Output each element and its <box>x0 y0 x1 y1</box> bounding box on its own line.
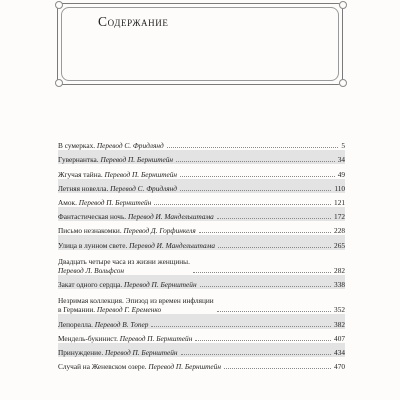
dot-leader <box>217 218 331 219</box>
entry-title: Гувернантка. <box>58 155 99 165</box>
entry-translator: Перевод В. Топер <box>94 319 149 329</box>
entry-page-number: 5 <box>341 141 345 151</box>
entry-page-number: 434 <box>334 348 345 358</box>
entry-translator: Перевод Д. Горфинкеля <box>123 226 196 236</box>
entry-title: В сумерках. <box>58 141 96 151</box>
entry-title: Письмо незнакомки. <box>58 226 122 236</box>
toc-entry <box>58 136 345 150</box>
entry-title: Мендель-букинист. <box>58 333 118 343</box>
toc-entry <box>58 275 345 289</box>
entry-translator: Перевод И. Мандельштама <box>129 240 215 250</box>
table-of-contents <box>58 136 345 371</box>
dot-leader <box>176 161 335 162</box>
dot-leader <box>181 354 332 355</box>
entry-translator: Перевод С. Фридлянд <box>110 183 177 193</box>
toc-entry <box>58 221 345 235</box>
frame-corner-ornament <box>55 79 63 87</box>
entry-title: Закат одного сердца. <box>58 280 123 290</box>
entry-translator: Перевод Г. Еременко <box>96 305 162 315</box>
entry-translator: Перевод С. Фридлянд <box>96 141 164 151</box>
dot-leader <box>180 190 331 191</box>
toc-entry <box>58 179 345 193</box>
toc-entry <box>58 250 345 275</box>
toc-entry <box>58 164 345 178</box>
dot-leader <box>224 368 331 369</box>
toc-entry <box>58 314 345 328</box>
entry-page-number: 49 <box>337 169 345 179</box>
entry-title: Фантастическая ночь. <box>58 212 127 222</box>
dot-leader <box>193 272 331 273</box>
entry-page-number: 338 <box>334 280 345 290</box>
toc-entry <box>58 150 345 164</box>
entry-title-line: в Германии. <box>58 305 96 315</box>
toc-entry <box>58 207 345 221</box>
dot-leader <box>218 247 331 248</box>
toc-entry <box>58 343 345 357</box>
entry-title: Случай на Женевском озере. <box>58 362 147 372</box>
entry-translator: Перевод П. Бернштейн <box>78 197 152 207</box>
entry-page-number: 265 <box>334 240 345 250</box>
dot-leader <box>154 204 331 205</box>
entry-translator: Перевод Л. Вольфсон <box>58 265 125 275</box>
entry-translator: Перевод П. Бернштейн <box>104 348 178 358</box>
entry-title: Улица в лунном свете. <box>58 240 128 250</box>
toc-entry <box>58 289 345 314</box>
frame-corner-ornament <box>339 1 347 9</box>
entry-page-number: 282 <box>334 265 345 275</box>
entry-translator: Перевод П. Бернштейн <box>100 155 174 165</box>
entry-title: Летняя новелла. <box>58 183 109 193</box>
dot-leader <box>167 147 339 148</box>
toc-entry <box>58 329 345 343</box>
dot-leader <box>195 340 331 341</box>
dot-leader <box>199 232 331 233</box>
entry-title: Амок. <box>58 197 77 207</box>
entry-page-number: 382 <box>334 319 345 329</box>
entry-title: Лепорелла. <box>58 319 93 329</box>
dot-leader <box>217 311 331 312</box>
entry-page-number: 172 <box>334 212 345 222</box>
entry-translator: Перевод И. Мандельштама <box>127 212 214 222</box>
entry-translator: Перевод П. Бернштейн <box>148 362 221 372</box>
entry-page-number: 34 <box>337 155 345 165</box>
entry-page-number: 110 <box>334 183 345 193</box>
entry-title: Жгучая тайна. <box>58 169 103 179</box>
entry-page-number: 470 <box>334 362 345 372</box>
toc-entry <box>58 357 345 371</box>
dot-leader <box>180 176 335 177</box>
toc-entry <box>58 235 345 249</box>
entry-translator: Перевод П. Бернштейн <box>104 169 178 179</box>
entry-translator: Перевод П. Бернштейн <box>124 280 197 290</box>
frame-corner-ornament <box>339 79 347 87</box>
dot-leader <box>151 326 331 327</box>
entry-page-number: 228 <box>334 226 345 236</box>
entry-title-line: Незримая коллекция. Эпизод из времен инфляции <box>58 296 214 306</box>
frame-corner-ornament <box>55 1 63 9</box>
dot-leader <box>200 286 331 287</box>
entry-page-number: 121 <box>334 197 345 207</box>
entry-page-number: 352 <box>334 305 345 315</box>
page-title: Содержание <box>98 14 169 29</box>
entry-title: Двадцать четыре часа из жизни женщины. <box>58 256 190 266</box>
entry-translator: Перевод П. Бернштейн <box>119 333 193 343</box>
entry-title: Принуждение. <box>58 348 104 358</box>
entry-page-number: 407 <box>334 333 345 343</box>
toc-entry <box>58 193 345 207</box>
